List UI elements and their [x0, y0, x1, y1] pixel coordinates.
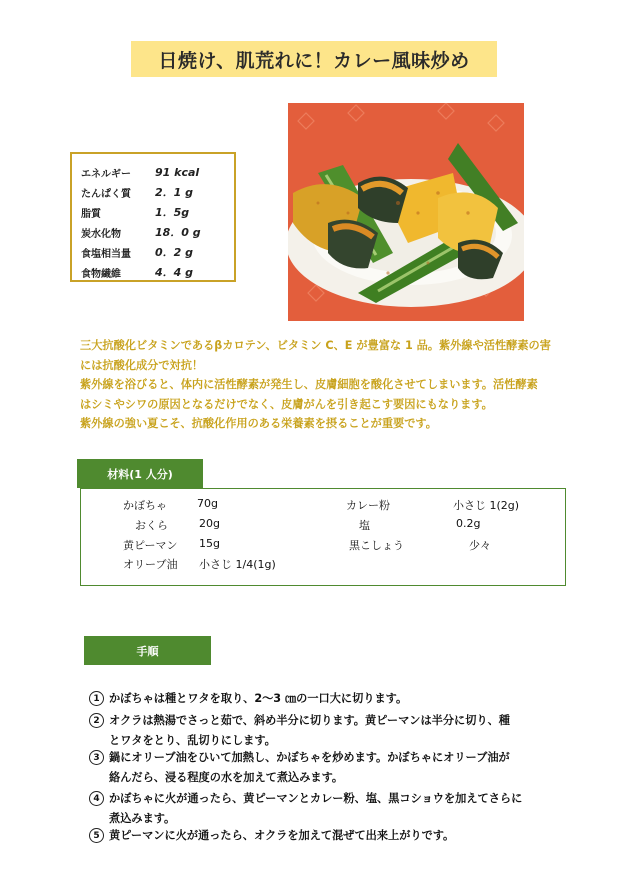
nutrition-label: エネルギー [81, 168, 131, 180]
step-text [109, 826, 549, 846]
nutrition-label: たんぱく質 [81, 188, 131, 200]
nutrition-row-salt [81, 242, 234, 262]
nutrition-row-fiber [81, 262, 234, 282]
ingredient-name: 黄ピーマン [123, 539, 178, 552]
step-number: 5 [89, 828, 104, 843]
steps-header: 手順 [84, 636, 211, 665]
nutrition-label: 食物繊維 [81, 268, 121, 280]
ingredient-name: オリーブ油 [123, 558, 178, 571]
nutrition-row-protein [81, 182, 234, 202]
nutrition-facts-box [70, 152, 236, 282]
nutrition-row-carbs [81, 222, 234, 242]
nutrition-label: 脂質 [81, 208, 101, 220]
step-number: 1 [89, 691, 104, 706]
intro-line: はシミやシワの原因となるだけでなく、皮膚がんを引き起こす要因にもなります。 [80, 397, 493, 411]
ingredient-amount: 70g [197, 497, 218, 510]
step-text [109, 748, 549, 788]
intro-line: 紫外線を浴びると、体内に活性酵素が発生し、皮膚細胞を酸化させてしまいます。活性酵素 [80, 378, 538, 391]
step-line: かぼちゃに火が通ったら、黄ピーマンとカレー粉、塩、黒コショウを加えてさらに [109, 792, 523, 805]
step-line: 黄ピーマンに火が通ったら、オクラを加えて混ぜて出来上がりです。 [109, 829, 455, 842]
page-title: 日焼け、肌荒れに！カレー風味炒め [131, 41, 497, 77]
nutrition-value: 0．2 g [155, 246, 194, 259]
step-line: 絡んだら、浸る程度の水を加えて煮込みます。 [109, 771, 344, 784]
ingredient-amount: 少々 [469, 539, 491, 552]
step-line: 鍋にオリーブ油をひいて加熱し、かぼちゃを炒めます。かぼちゃにオリーブ油が [109, 751, 510, 764]
nutrition-value: 4．4 g [155, 266, 194, 279]
ingredient-amount: 15g [199, 537, 220, 550]
ingredient-name: カレー粉 [346, 499, 390, 512]
nutrition-row-fat [81, 202, 234, 222]
step-text [109, 689, 549, 709]
step-line: オクラは熱湯でさっと茹で、斜め半分に切ります。黄ピーマンは半分に切り、種 [109, 714, 510, 727]
ingredient-amount: 小さじ 1(2g) [453, 499, 520, 512]
step-number: 4 [89, 791, 104, 806]
nutrition-value: 1．5g [155, 206, 190, 219]
nutrition-label: 食塩相当量 [81, 248, 131, 260]
intro-line: 三大抗酸化ビタミンであるβカロテン、ビタミン C、E が豊富な 1 品。紫外線や活性酵素の害 [80, 339, 551, 352]
dish-photo [288, 103, 524, 321]
step-text [109, 711, 549, 751]
step-number: 2 [89, 713, 104, 728]
ingredient-name: おくら [135, 519, 168, 532]
intro-line: 紫外線の強い夏こそ、抗酸化作用のある栄養素を摂ることが重要です。 [80, 417, 437, 430]
ingredient-name: 塩 [359, 519, 370, 532]
nutrition-label: 炭水化物 [81, 228, 121, 240]
ingredient-amount: 小さじ 1/4(1g) [199, 558, 276, 571]
nutrition-value: 91 kcal [155, 165, 200, 179]
ingredients-header: 材料(1 人分) [77, 459, 203, 488]
step-line: 煮込みます。 [109, 812, 176, 825]
ingredient-name: かぼちゃ [123, 499, 167, 512]
step-number: 3 [89, 750, 104, 765]
intro-line: には抗酸化成分で対抗！ [80, 358, 204, 372]
step-line: かぼちゃは種とワタを取り、2〜3 ㎝の一口大に切ります。 [109, 692, 408, 705]
nutrition-value: 2．1 g [155, 186, 194, 199]
step-line: とワタをとり、乱切りにします。 [109, 734, 276, 747]
nutrition-row-energy [81, 162, 234, 182]
step-text [109, 789, 549, 829]
nutrition-value: 18．0 g [155, 226, 201, 239]
ingredient-amount: 20g [199, 517, 220, 530]
intro-text [80, 336, 600, 434]
ingredient-amount: 0.2g [456, 517, 481, 530]
ingredient-name: 黒こしょう [349, 539, 404, 552]
